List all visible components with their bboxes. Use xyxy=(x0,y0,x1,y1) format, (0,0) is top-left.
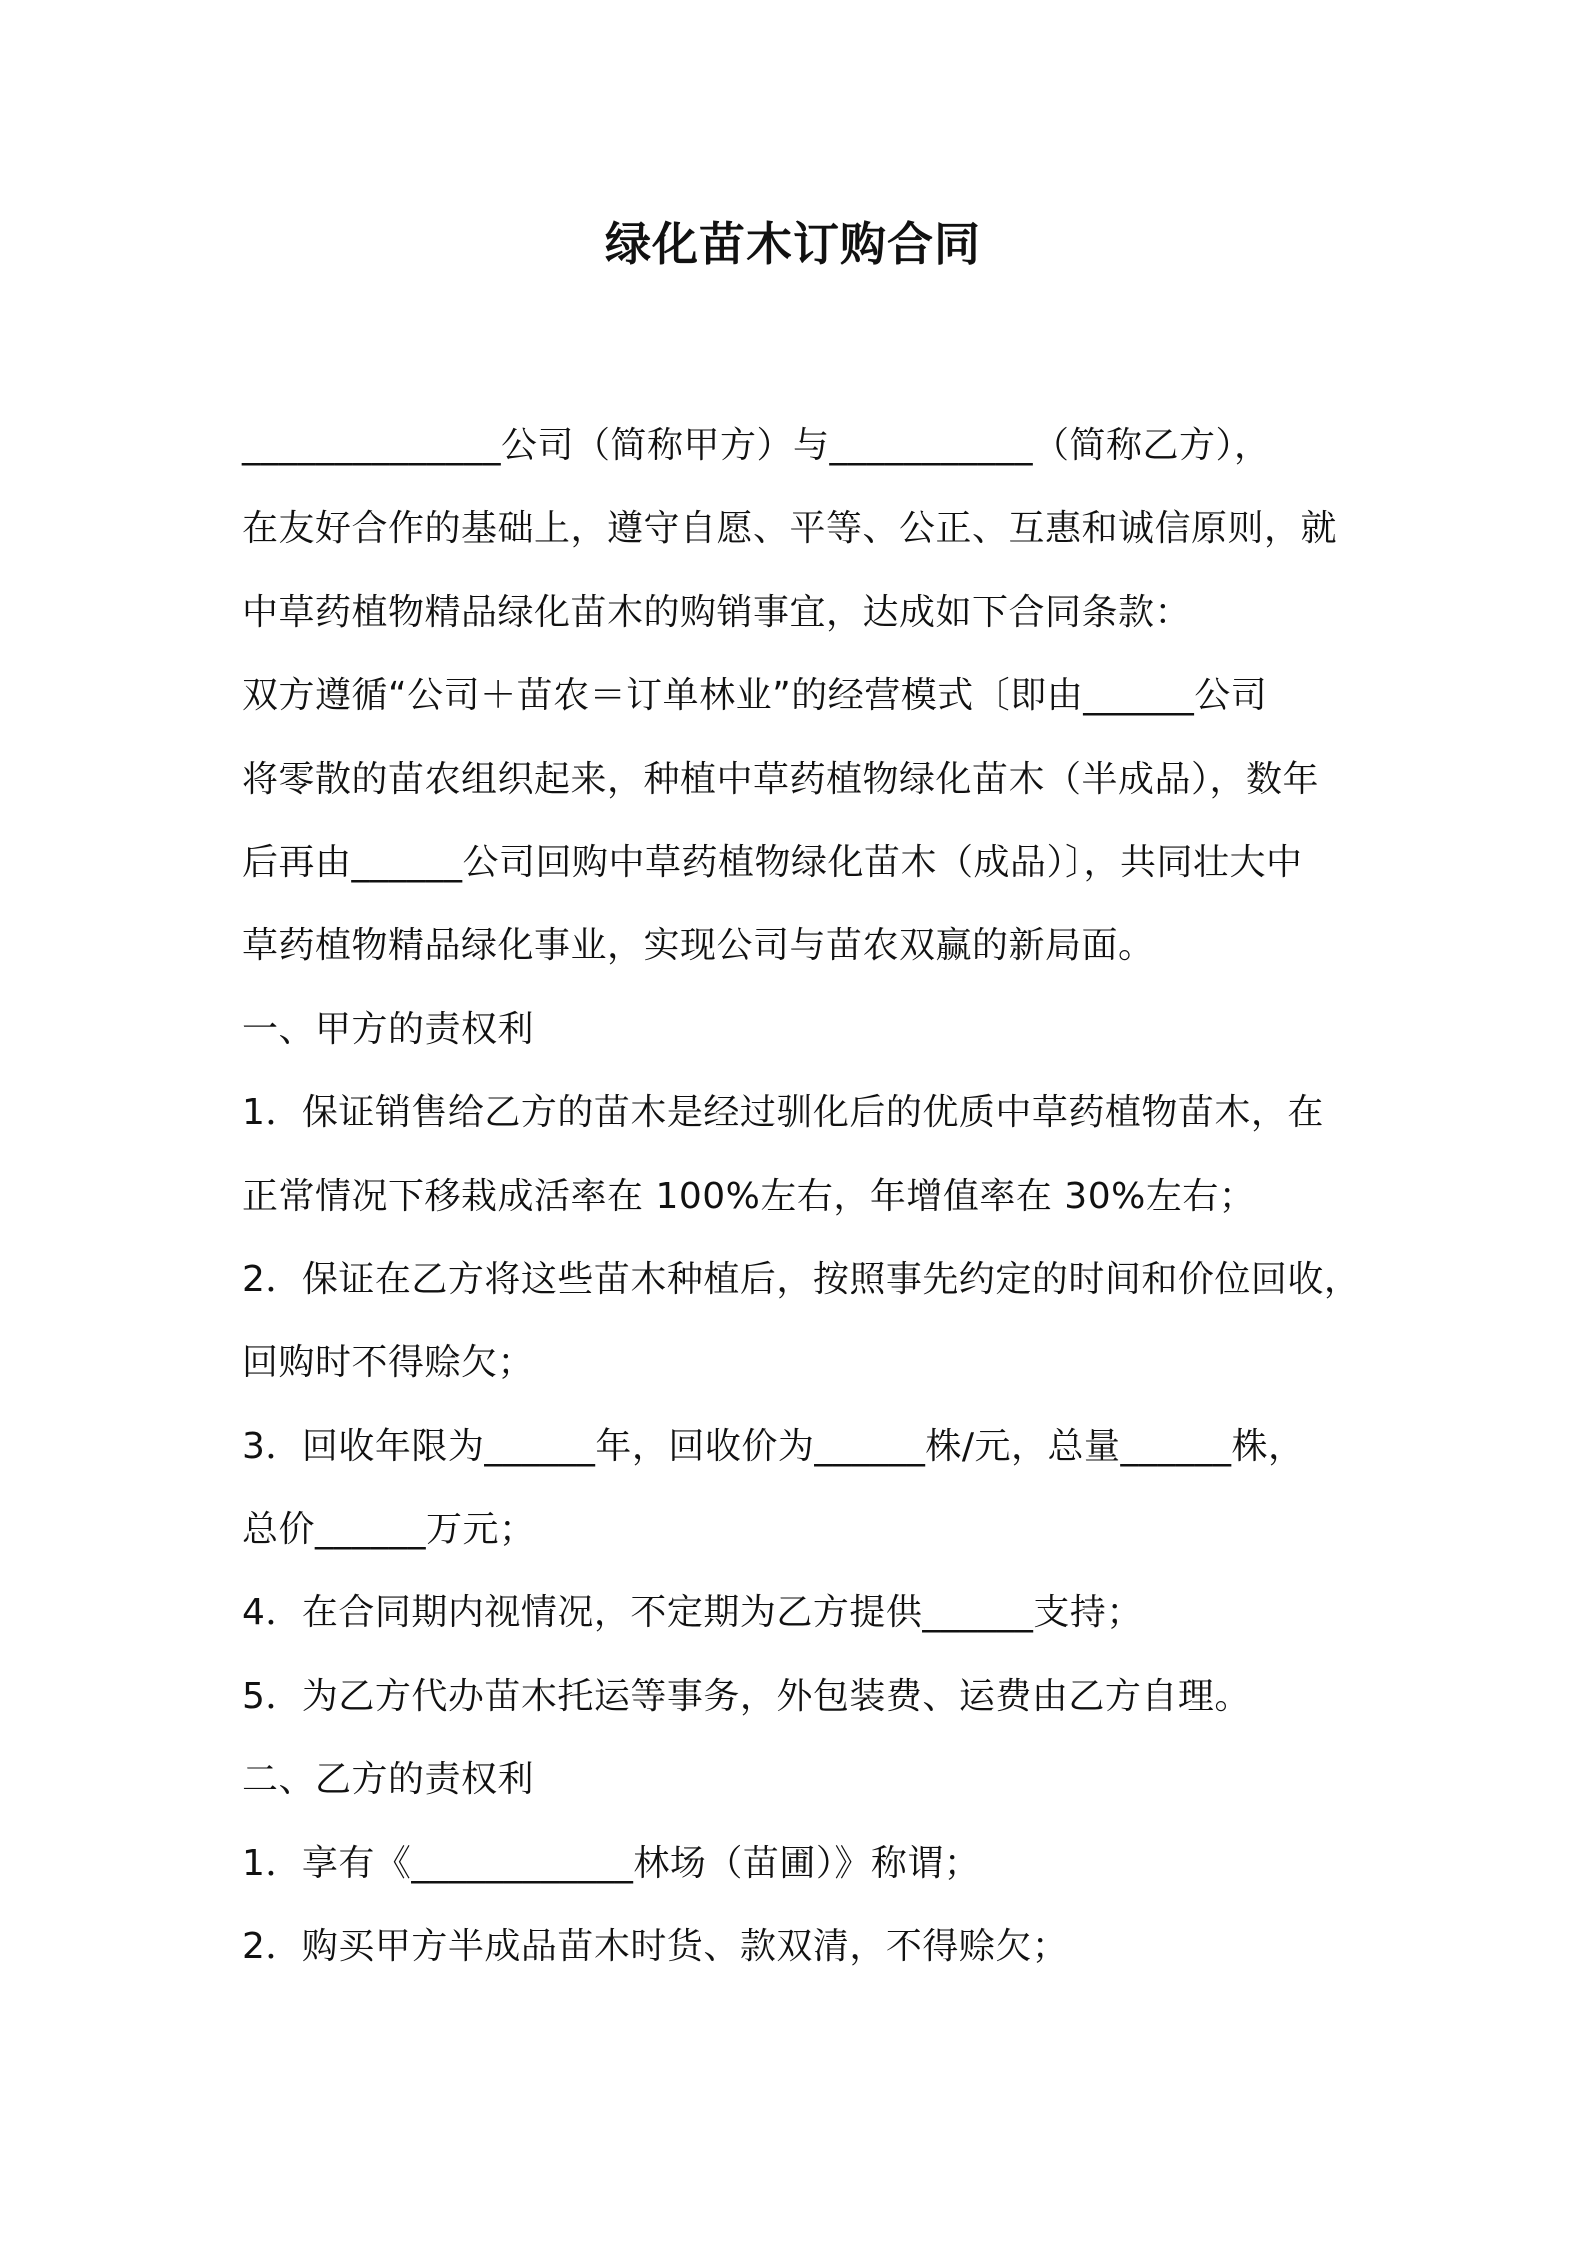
party-b-clause-1: 1．享有《____________林场（苗圃）》称谓； xyxy=(242,1842,981,1884)
party-a-clause-3-line-1: 3．回收年限为______年，回收价为______株/元，总量______株， xyxy=(242,1425,1305,1467)
party-a-clause-5: 5．为乙方代办苗木托运等事务，外包装费、运费由乙方自理。 xyxy=(242,1675,1251,1717)
model-line-2: 将零散的苗农组织起来，种植中草药植物绿化苗木（半成品），数年 xyxy=(242,758,1320,800)
party-b-clause-2: 2．购买甲方半成品苗木时货、款双清，不得赊欠； xyxy=(242,1926,1069,1968)
section-heading-party-b: 二、乙方的责权利 xyxy=(242,1759,535,1801)
intro-line-principles: 在友好合作的基础上，遵守自愿、平等、公正、互惠和诚信原则，就 xyxy=(242,508,1338,550)
party-a-clause-1-line-2: 正常情况下移栽成活率在 100%左右，年增值率在 30%左右； xyxy=(242,1175,1256,1217)
party-a-clause-4: 4．在合同期内视情况，不定期为乙方提供______支持； xyxy=(242,1592,1143,1634)
document-title: 绿化苗木订购合同 xyxy=(605,217,981,271)
section-heading-party-a: 一、甲方的责权利 xyxy=(242,1008,535,1050)
intro-line-purpose: 中草药植物精品绿化苗木的购销事宜，达成如下合同条款： xyxy=(242,591,1192,633)
party-a-clause-2-line-1: 2．保证在乙方将这些苗木种植后，按照事先约定的时间和价位回收， xyxy=(242,1258,1361,1300)
intro-line-parties: ______________公司（简称甲方）与___________（简称乙方）， xyxy=(242,425,1271,466)
party-a-clause-2-line-2: 回购时不得赊欠； xyxy=(242,1342,535,1384)
model-line-1: 双方遵循“公司＋苗农＝订单林业”的经营模式〔即由______公司 xyxy=(242,675,1268,717)
party-a-clause-1-line-1: 1．保证销售给乙方的苗木是经过驯化后的优质中草药植物苗木，在 xyxy=(242,1092,1324,1134)
model-line-3: 后再由______公司回购中草药植物绿化苗木（成品）〕，共同壮大中 xyxy=(242,841,1303,883)
document-body xyxy=(242,404,1372,1988)
party-a-clause-3-line-2: 总价______万元； xyxy=(242,1509,536,1551)
model-line-4: 草药植物精品绿化事业，实现公司与苗农双赢的新局面。 xyxy=(242,925,1155,967)
